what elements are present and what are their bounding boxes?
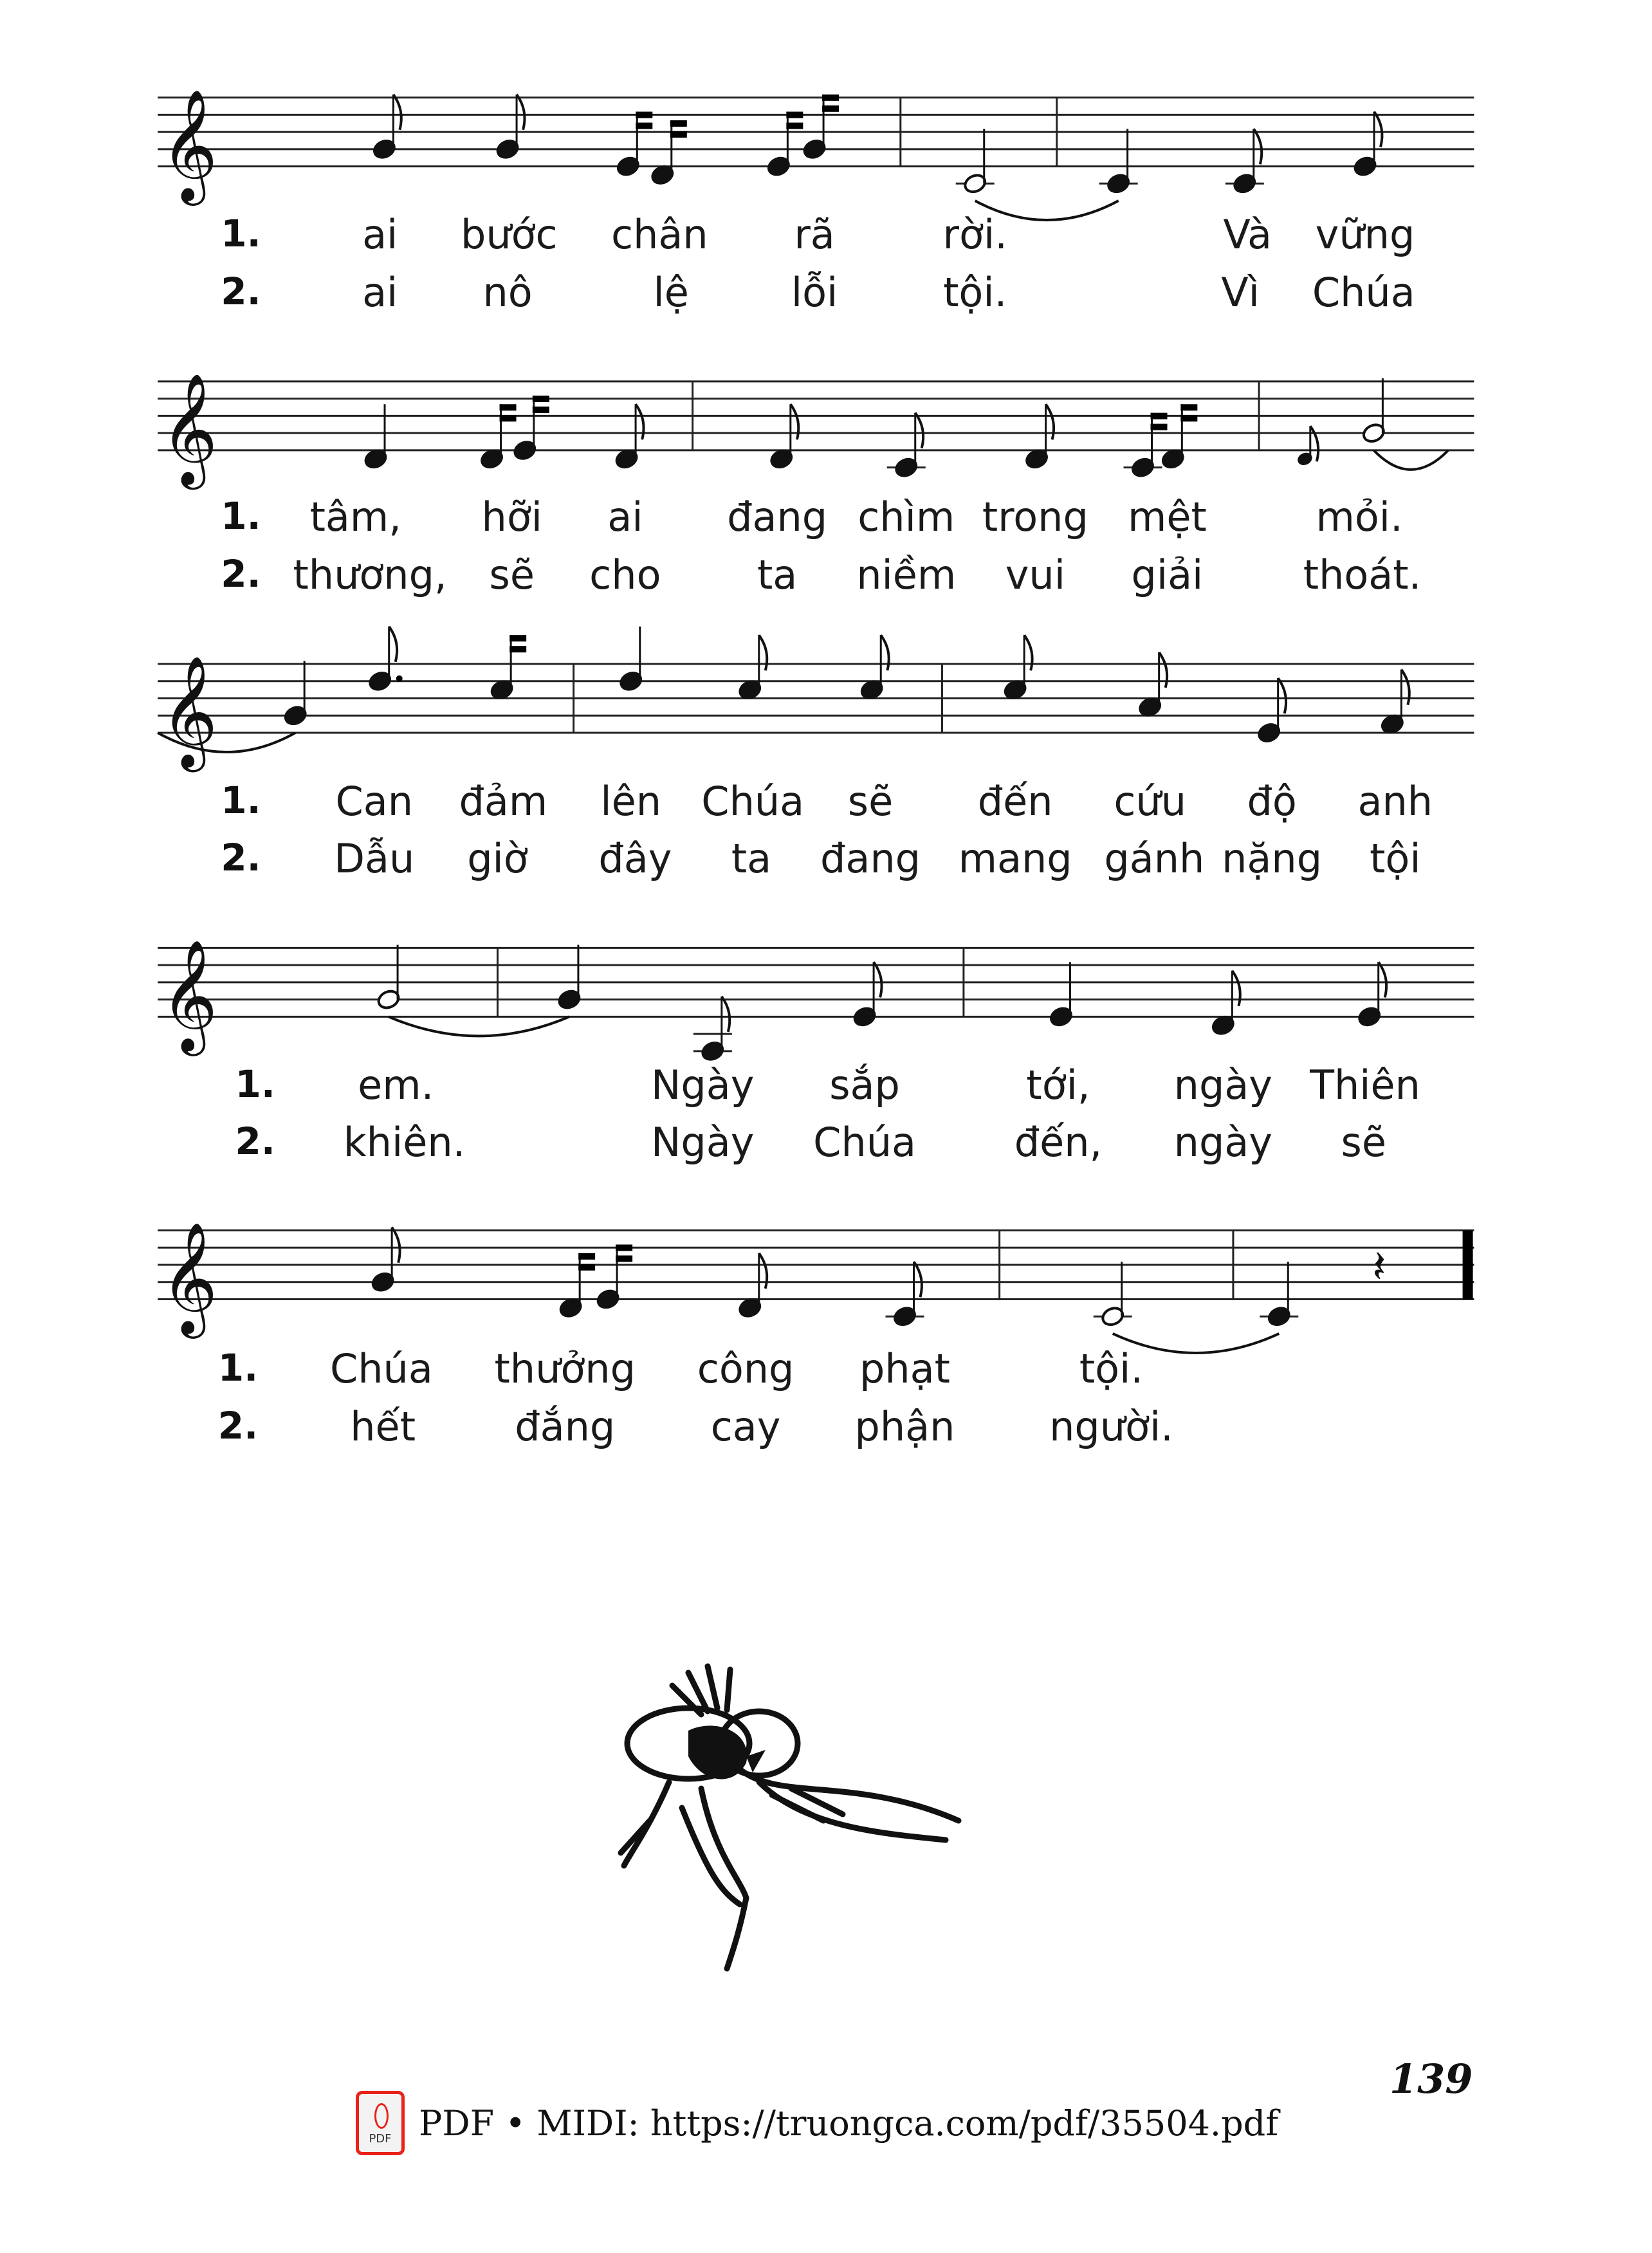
- note-flag: [1374, 112, 1382, 147]
- note-flag: [759, 1253, 767, 1289]
- lyric-syllable: ngày: [1173, 1062, 1272, 1109]
- verse-number: 2.: [221, 269, 261, 313]
- verse-number: 2.: [217, 1403, 259, 1448]
- lyric-syllable: rời.: [942, 211, 1007, 259]
- lyric-syllable: Ngày: [650, 1062, 755, 1109]
- lyric-syllable: ta: [757, 551, 798, 598]
- treble-clef-icon: 𝄞: [160, 1222, 218, 1334]
- note-flag: [1379, 962, 1386, 997]
- lyric-syllable: sẽ: [489, 551, 535, 598]
- note-beam: [1151, 413, 1168, 419]
- note-flag: [915, 413, 923, 448]
- lyric-syllable: công: [697, 1345, 794, 1393]
- note-flag: [1024, 635, 1032, 670]
- lyric-syllable: Dẫu: [334, 834, 415, 882]
- lyric-syllable: đang: [727, 493, 828, 541]
- verse-number: 1.: [221, 212, 261, 256]
- lyric-syllable: độ: [1247, 777, 1297, 825]
- lyric-syllable: ai: [362, 211, 398, 259]
- page-number: 139: [1390, 2055, 1473, 2102]
- lyric-syllable: thưởng: [494, 1345, 636, 1393]
- note-beam: [636, 112, 652, 118]
- note-flag: [636, 404, 643, 439]
- note-flag: [1159, 652, 1167, 688]
- note-beam: [616, 1244, 632, 1251]
- note-beam: [500, 404, 517, 410]
- note-beam: [509, 646, 526, 652]
- lyric-syllable: nặng: [1222, 834, 1323, 882]
- note-flag: [389, 627, 397, 662]
- note-flag: [517, 95, 524, 130]
- lyric-syllable: người.: [1049, 1402, 1173, 1450]
- note-beam: [533, 407, 549, 413]
- lyric-syllable: ai: [607, 493, 643, 541]
- lyric-syllable: mỏi.: [1316, 493, 1403, 541]
- lyric-syllable: khiên.: [343, 1119, 466, 1166]
- note-beam: [822, 95, 839, 101]
- note-flag: [874, 962, 881, 997]
- note-flag: [1232, 971, 1240, 1006]
- lyric-syllable: Chúa: [1312, 268, 1415, 316]
- lyric-syllable: Chúa: [701, 777, 805, 825]
- note-beam: [1180, 404, 1197, 410]
- note-beam: [636, 123, 652, 129]
- lyric-syllable: Ngày: [650, 1119, 755, 1166]
- verse-number: 1.: [221, 778, 261, 822]
- lyric-syllable: Chúa: [329, 1345, 433, 1393]
- note-flag: [1401, 670, 1409, 705]
- lyric-syllable: lệ: [653, 268, 689, 316]
- lyric-syllable: đảm: [459, 777, 548, 825]
- lyric-syllable: lỗi: [791, 268, 838, 316]
- final-barline: [1463, 1230, 1473, 1299]
- lyric-syllable: anh: [1357, 777, 1433, 825]
- lyric-syllable: cho: [589, 551, 661, 598]
- note-beam: [1151, 424, 1168, 430]
- note-beam: [578, 1253, 595, 1260]
- treble-clef-icon: 𝄞: [160, 89, 218, 201]
- verse-number: 2.: [221, 551, 261, 596]
- lyric-syllable: tội.: [1079, 1345, 1144, 1393]
- lyric-syllable: ai: [362, 268, 398, 316]
- lyric-syllable: vững: [1315, 211, 1415, 259]
- verse-number: 1.: [235, 1062, 275, 1107]
- note-beam: [616, 1255, 632, 1262]
- pdf-icon-label: PDF: [369, 2132, 392, 2146]
- dot: [396, 676, 403, 682]
- note-beam: [786, 112, 803, 118]
- lyric-syllable: tội: [1370, 834, 1421, 882]
- lyric-syllable: tâm,: [309, 493, 401, 541]
- lyric-syllable: thoát.: [1303, 551, 1422, 598]
- lyric-syllable: Can: [335, 777, 414, 825]
- note-beam: [670, 131, 687, 138]
- verse-number: 2.: [235, 1119, 275, 1164]
- pdf-file-icon: [356, 2091, 405, 2155]
- lyric-syllable: Và: [1223, 211, 1272, 259]
- lyric-syllable: giải: [1131, 551, 1204, 598]
- note-beam: [786, 123, 803, 129]
- lyric-syllable: chìm: [858, 493, 955, 541]
- tie: [1373, 450, 1448, 470]
- lyric-syllable: tới,: [1026, 1062, 1090, 1109]
- lyric-syllable: phận: [854, 1402, 955, 1450]
- note-flag: [881, 635, 888, 670]
- lyric-syllable: niềm: [856, 551, 957, 598]
- lyric-syllable: đắng: [515, 1402, 616, 1450]
- note-flag: [913, 1262, 921, 1297]
- verse-number: 2.: [221, 835, 261, 879]
- lyric-syllable: sắp: [829, 1062, 900, 1109]
- note-flag: [759, 635, 767, 670]
- footer-link[interactable]: [356, 2091, 1278, 2155]
- lyric-syllable: đây: [598, 834, 672, 882]
- lyric-syllable: đang: [820, 834, 921, 882]
- note-beam: [1180, 415, 1197, 421]
- note-flag: [1254, 129, 1262, 164]
- note-beam: [500, 415, 517, 421]
- lyric-syllable: hỡi: [481, 493, 542, 541]
- note-beam: [509, 635, 526, 641]
- note-beam: [578, 1264, 595, 1271]
- bird-illustration: [611, 1660, 971, 1982]
- lyric-syllable: Chúa: [813, 1119, 917, 1166]
- verse-number: 1.: [217, 1346, 259, 1390]
- note-beam: [822, 106, 839, 112]
- note-flag: [1278, 678, 1286, 713]
- lyric-syllable: đến: [977, 777, 1053, 825]
- note-flag: [392, 1228, 399, 1263]
- lyric-syllable: ngày: [1173, 1119, 1272, 1166]
- lyric-syllable: cay: [710, 1402, 781, 1450]
- lyric-syllable: chân: [610, 211, 708, 259]
- lyric-syllable: rã: [794, 211, 835, 259]
- quarter-rest-icon: 𝄽: [1372, 1240, 1386, 1293]
- lyric-syllable: trong: [982, 493, 1088, 541]
- footer-text[interactable]: PDF • MIDI: https://truongca.com/pdf/35504.pdf: [419, 2102, 1279, 2144]
- lyric-syllable: tội.: [943, 268, 1007, 316]
- lyric-syllable: hết: [350, 1402, 416, 1450]
- note-flag: [393, 95, 401, 130]
- lyric-syllable: giờ: [467, 834, 528, 882]
- lyric-syllable: em.: [358, 1062, 434, 1109]
- lyric-syllable: phạt: [859, 1345, 950, 1393]
- note-beam: [533, 396, 549, 402]
- tie: [389, 1016, 569, 1036]
- lyric-syllable: cứu: [1114, 777, 1186, 825]
- treble-clef-icon: 𝄞: [160, 939, 218, 1052]
- note-flag: [722, 997, 730, 1032]
- note-flag: [1046, 404, 1054, 439]
- lyric-syllable: thương,: [293, 551, 447, 598]
- lyric-syllable: đến,: [1014, 1119, 1103, 1166]
- treble-clef-icon: 𝄞: [160, 655, 218, 768]
- treble-clef-icon: 𝄞: [160, 372, 218, 485]
- note-flag: [791, 404, 798, 439]
- lyric-syllable: sẽ: [1341, 1119, 1386, 1166]
- lyric-syllable: Thiên: [1310, 1062, 1420, 1109]
- lyric-syllable: mang: [958, 834, 1072, 882]
- lyric-syllable: vui: [1005, 551, 1065, 598]
- verse-number: 1.: [221, 494, 261, 538]
- lyric-syllable: nô: [482, 268, 533, 316]
- lyric-syllable: mệt: [1127, 493, 1207, 541]
- lyric-syllable: lên: [600, 777, 662, 825]
- lyric-syllable: sẽ: [847, 777, 894, 825]
- lyric-syllable: Vì: [1221, 268, 1260, 316]
- lyric-syllable: gánh: [1104, 834, 1205, 882]
- note-beam: [670, 120, 687, 127]
- lyric-syllable: bước: [460, 211, 558, 259]
- lyric-syllable: ta: [731, 834, 772, 882]
